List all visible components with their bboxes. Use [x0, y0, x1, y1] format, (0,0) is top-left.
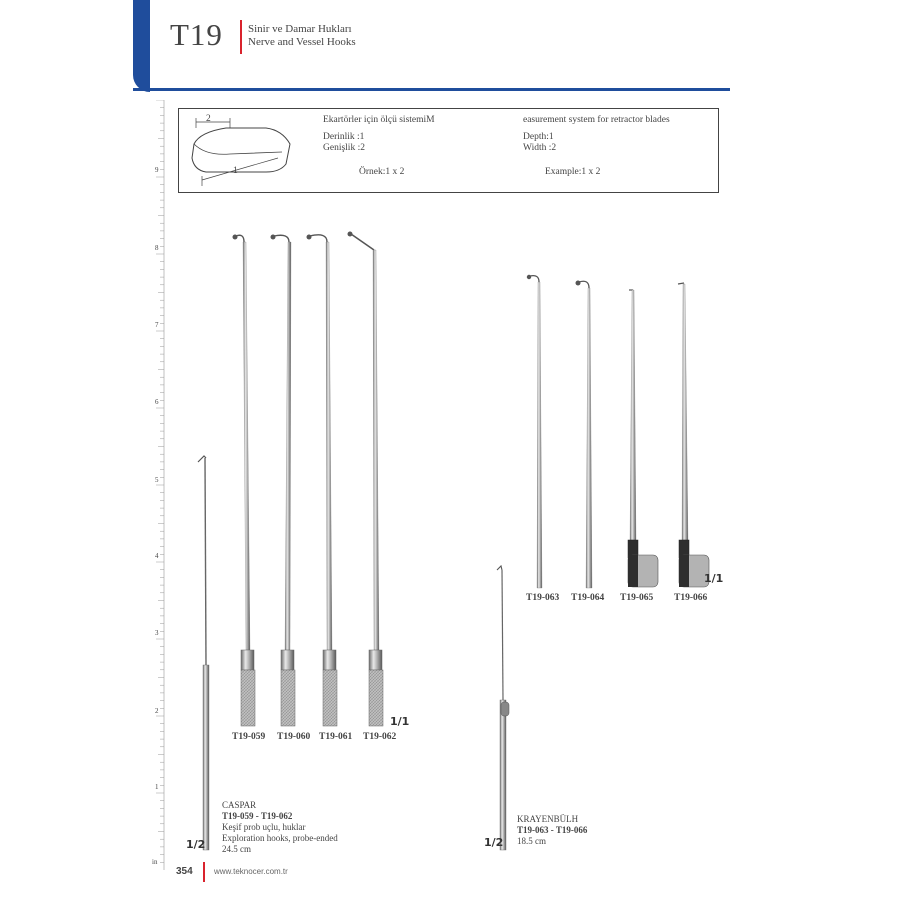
hook-t19-060	[271, 235, 296, 727]
scale-label-right-main: 1/1	[704, 572, 724, 585]
ruler-label: 6	[155, 398, 159, 406]
measure-depth-en: Depth:1	[523, 132, 554, 142]
product-code-t19-060: T19-060	[277, 732, 311, 742]
catalog-code: T19	[170, 17, 223, 52]
ruler-label: 5	[155, 476, 159, 484]
caspar-desc-tr: Keşif prob uçlu, huklar	[222, 822, 306, 832]
caspar-code-range: T19-059 - T19-062	[222, 811, 293, 821]
measure-width-en: Width :2	[523, 143, 557, 153]
dimension-label-width: 2	[206, 114, 211, 124]
scale-label-right-half: 1/2	[484, 836, 504, 849]
product-code-t19-064: T19-064	[571, 593, 605, 603]
caspar-length: 24.5 cm	[222, 844, 251, 854]
dimension-label-depth: 1	[233, 166, 238, 176]
hook-t19-061	[307, 235, 338, 727]
product-code-t19-059: T19-059	[232, 732, 266, 742]
ruler-label: 3	[155, 629, 159, 637]
ruler-label: 7	[155, 321, 159, 329]
footer-divider	[203, 862, 205, 882]
product-code-t19-063: T19-063	[526, 593, 560, 603]
measure-example-tr: Örnek:1 x 2	[359, 167, 405, 177]
website-link[interactable]: www.teknocer.com.tr	[214, 867, 288, 876]
krayenbuhl-length: 18.5 cm	[517, 836, 546, 846]
caspar-desc-en: Exploration hooks, probe-ended	[222, 833, 338, 843]
hook-t19-062	[348, 232, 384, 727]
hook-t19-059	[233, 235, 256, 727]
measure-width-tr: Genişlik :2	[323, 143, 365, 153]
ruler-label: 2	[155, 707, 159, 715]
measure-heading-en: easurement system for retractor blades	[523, 115, 670, 125]
title-turkish: Sinir ve Damar Hukları	[248, 23, 352, 35]
product-code-t19-061: T19-061	[319, 732, 353, 742]
caspar-brand: CASPAR	[222, 800, 257, 810]
measure-example-en: Example:1 x 2	[545, 167, 601, 177]
hook-t19-064	[576, 281, 593, 589]
ruler-label: 8	[155, 244, 159, 252]
ruler-unit: in	[152, 858, 158, 866]
measure-depth-tr: Derinlik :1	[323, 132, 365, 142]
ruler-label: 4	[155, 552, 159, 560]
ruler-label: 9	[155, 166, 159, 174]
title-english: Nerve and Vessel Hooks	[248, 36, 356, 48]
caspar-half-scale-hook	[198, 456, 209, 850]
product-code-t19-062: T19-062	[363, 732, 397, 742]
krayenbuhl-code-range: T19-063 - T19-066	[517, 825, 588, 835]
hook-t19-065	[628, 290, 658, 587]
krayenbuhl-brand: KRAYENBÜLH	[517, 814, 579, 824]
page-number: 354	[176, 866, 193, 877]
measure-heading-tr: Ekartörler için ölçü sistemiM	[323, 115, 435, 125]
hook-t19-063	[527, 275, 542, 588]
product-code-t19-065: T19-065	[620, 593, 654, 603]
scale-label-left-main: 1/1	[390, 715, 410, 728]
scale-label-left-half: 1/2	[186, 838, 206, 851]
product-code-t19-066: T19-066	[674, 593, 708, 603]
hook-t19-066	[678, 283, 709, 587]
ruler-label: 1	[155, 783, 159, 791]
krayenbuhl-half-scale-hook	[497, 566, 509, 850]
